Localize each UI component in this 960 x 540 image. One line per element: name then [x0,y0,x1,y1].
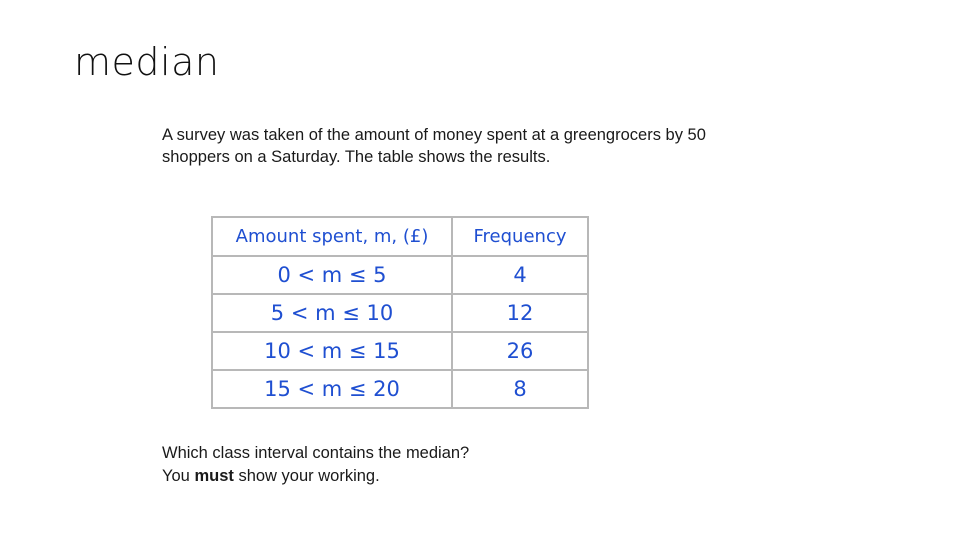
interval-cell: 10 < m ≤ 15 [212,332,452,370]
intro-line-2: shoppers on a Saturday. The table shows the results. [162,148,551,166]
interval-cell: 15 < m ≤ 20 [212,370,452,408]
table-row [212,370,588,408]
question-line-2-prefix: You [162,467,195,485]
question-text [162,442,682,488]
table-row [212,332,588,370]
amount-column-header: Amount spent, m, (£) [212,217,452,256]
frequency-table [211,216,589,409]
intro-text [162,124,782,168]
question-line-2-suffix: show your working. [233,467,380,485]
table-header-row [212,217,588,256]
intro-line-1: A survey was taken of the amount of money spent at a greengrocers by 50 [162,126,706,144]
emphasis-word: must [194,467,234,485]
interval-cell: 5 < m ≤ 10 [212,294,452,332]
frequency-cell: 4 [452,256,588,294]
slide-title: median [74,40,220,84]
interval-cell: 0 < m ≤ 5 [212,256,452,294]
frequency-cell: 8 [452,370,588,408]
frequency-column-header: Frequency [452,217,588,256]
question-line-1: Which class interval contains the median? [162,444,470,462]
frequency-cell: 26 [452,332,588,370]
frequency-cell: 12 [452,294,588,332]
table-row [212,256,588,294]
table-row [212,294,588,332]
question-line-2 [162,465,682,488]
